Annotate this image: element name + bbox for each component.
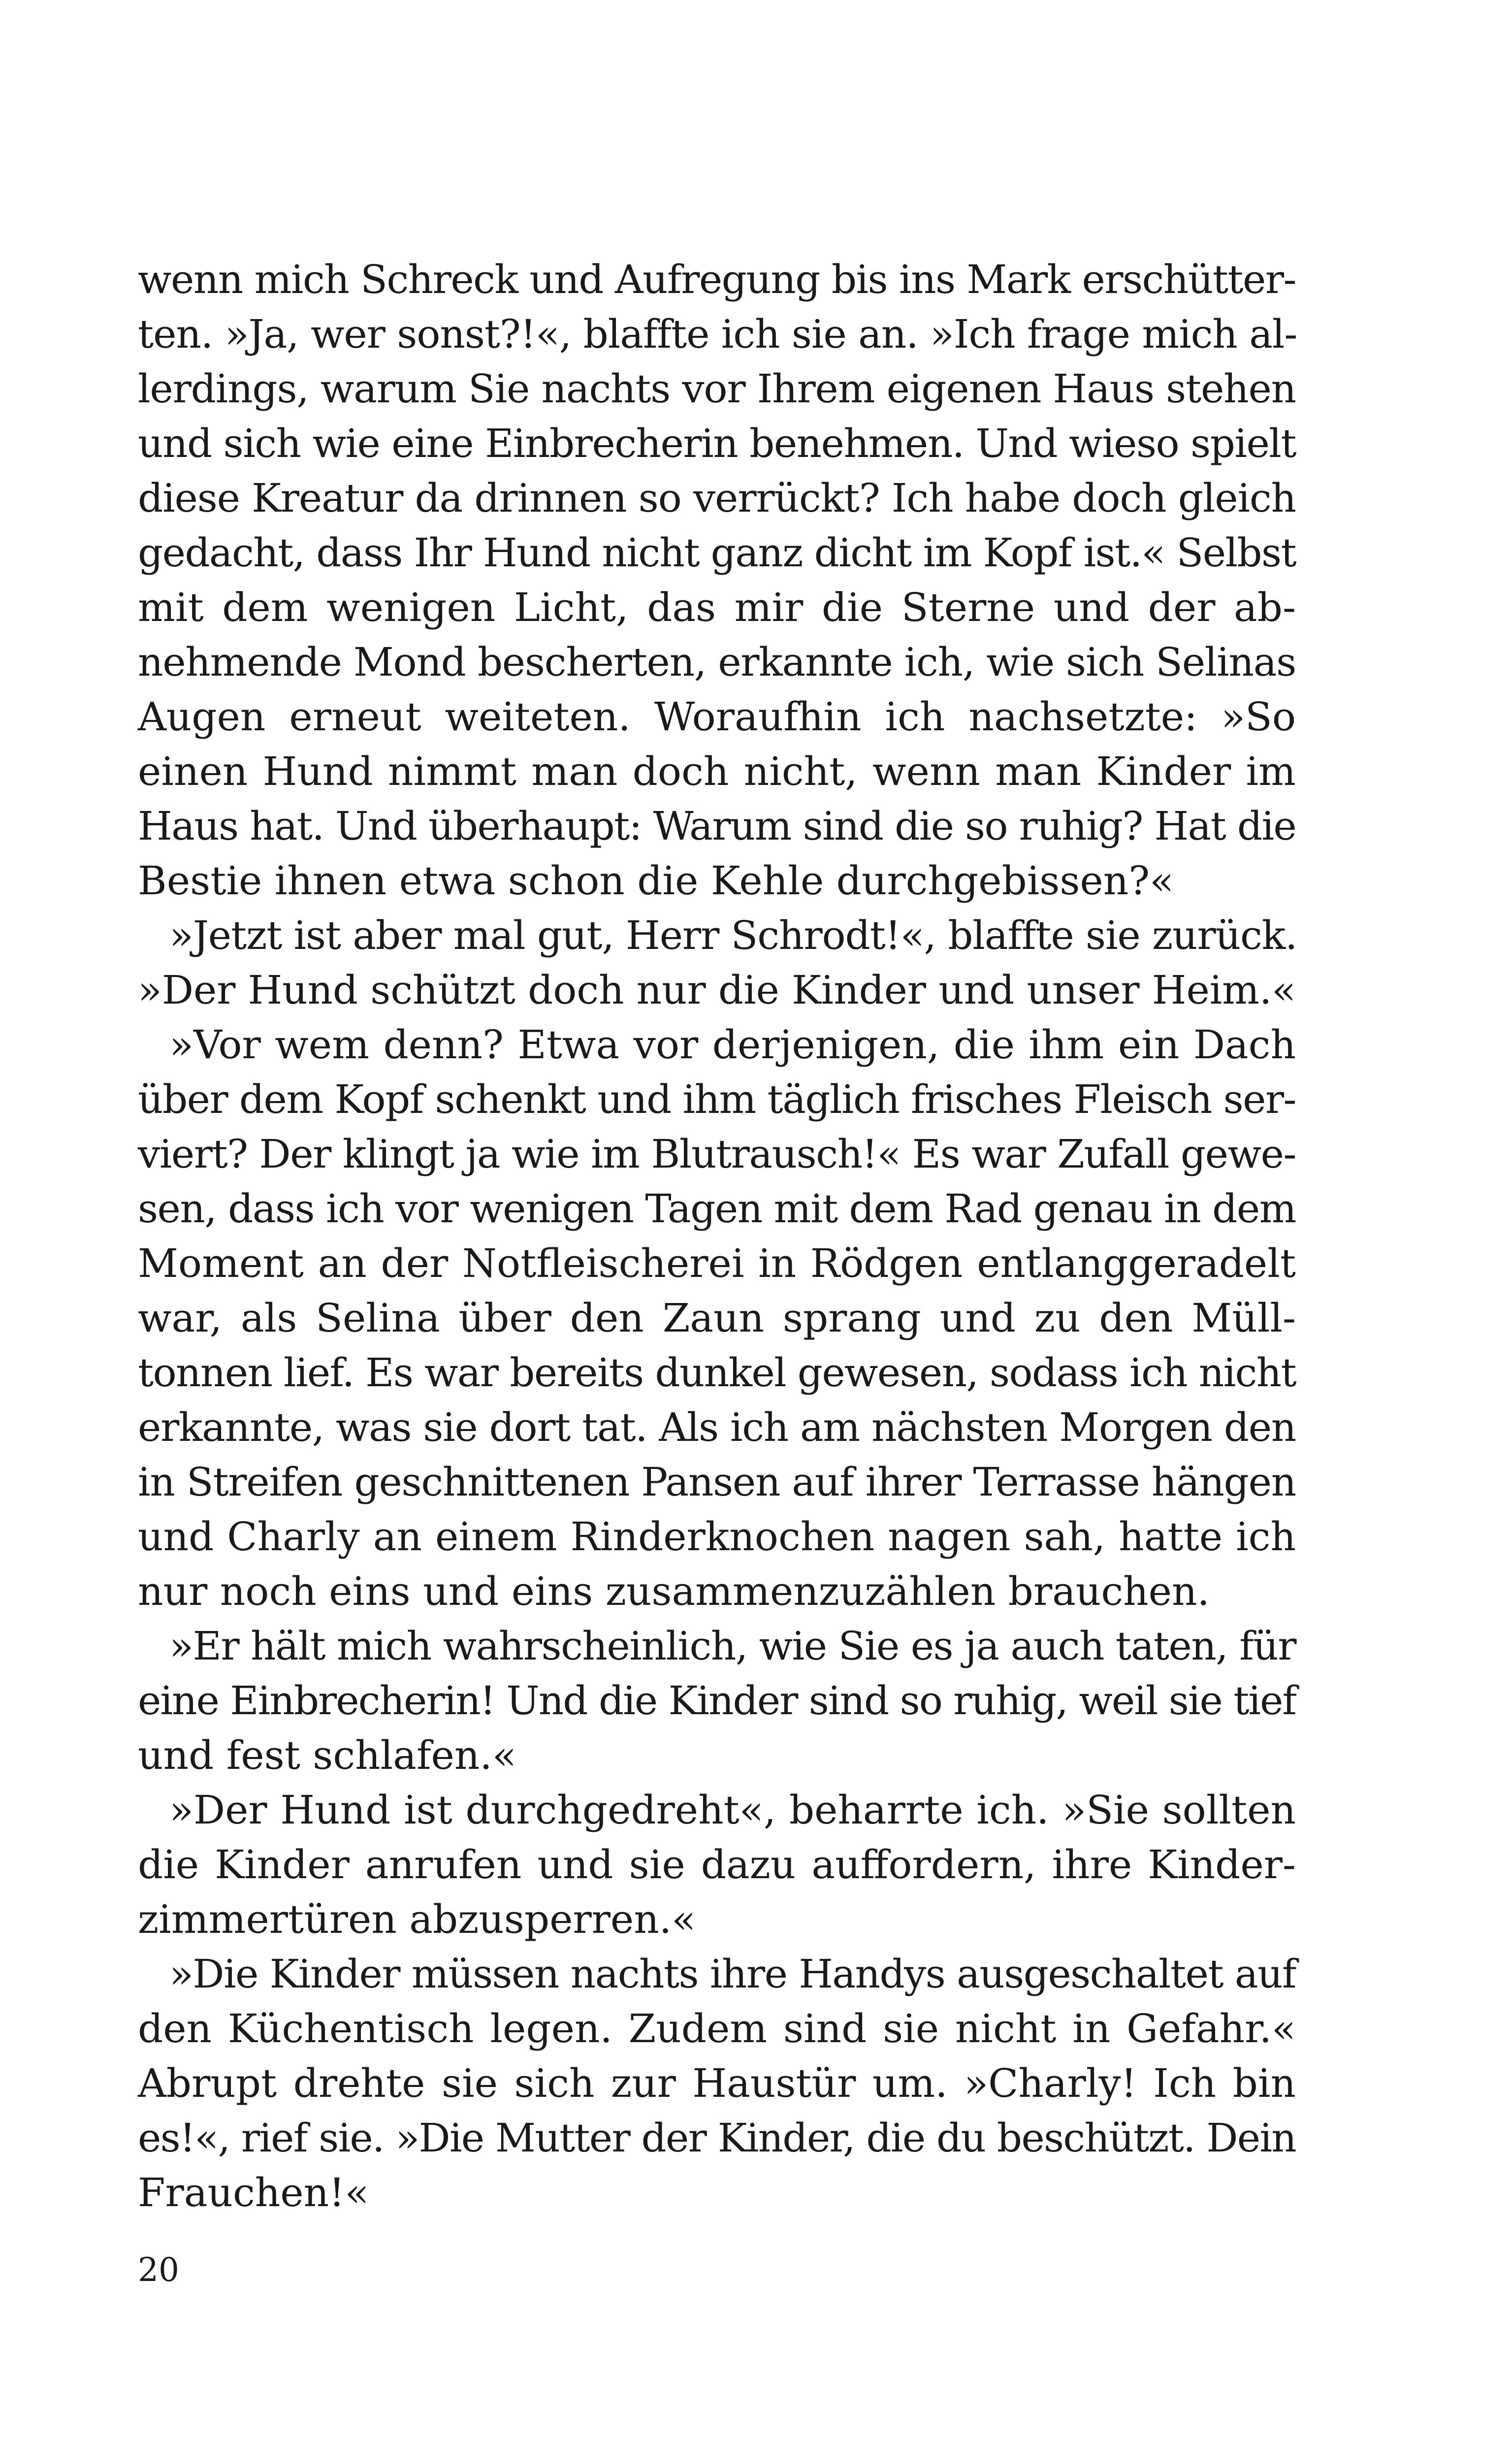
text-line: Augen erneut weiteten. Woraufhin ich nachsetzte: »So	[138, 694, 1296, 740]
text-line: gedacht, dass Ihr Hund nicht ganz dicht im Kopf ist.« Selbst	[138, 530, 1296, 576]
text-line: und sich wie eine Einbrecherin benehmen. Und wieso spielt	[138, 421, 1296, 466]
text-line: ten. »Ja, wer sonst?!«, blaffte ich sie an. »Ich frage mich al-	[138, 311, 1297, 357]
text-line: die Kinder anrufen und sie dazu auffordern, ihre Kinder-	[138, 1842, 1296, 1888]
text-line: Abrupt drehte sie sich zur Haustür um. »Charly! Ich bin	[138, 2060, 1296, 2106]
text-line: »Er hält mich wahrscheinlich, wie Sie es ja auch taten, für	[169, 1623, 1296, 1669]
text-line: nur noch eins und eins zusammenzuzählen brauchen.	[138, 1568, 1210, 1614]
text-line: tonnen lief. Es war bereits dunkel gewesen, sodass ich nicht	[138, 1350, 1296, 1396]
text-line: mit dem wenigen Licht, das mir die Sterne und der ab-	[138, 585, 1296, 630]
body-text	[138, 252, 1296, 2220]
text-line: erkannte, was sie dort tat. Als ich am nächsten Morgen den	[138, 1404, 1296, 1450]
text-line: »Vor wem denn? Etwa vor derjenigen, die ihm ein Dach	[169, 1022, 1296, 1068]
text-line: und Charly an einem Rinderknochen nagen sah, hatte ich	[138, 1514, 1296, 1560]
text-line: wenn mich Schreck und Aufregung bis ins Mark erschütter-	[138, 257, 1296, 302]
text-line: »Jetzt ist aber mal gut, Herr Schrodt!«, blaffte sie zurück.	[169, 912, 1297, 958]
text-line: in Streifen geschnittenen Pansen auf ihrer Terrasse hängen	[138, 1459, 1296, 1505]
text-line: lerdings, warum Sie nachts vor Ihrem eigenen Haus stehen	[138, 366, 1296, 412]
text-line: sen, dass ich vor wenigen Tagen mit dem Rad genau in dem	[138, 1186, 1296, 1232]
text-line: den Küchentisch legen. Zudem sind sie nicht in Gefahr.«	[138, 2006, 1296, 2052]
text-line: eine Einbrecherin! Und die Kinder sind so ruhig, weil sie tief	[138, 1678, 1296, 1724]
text-line: einen Hund nimmt man doch nicht, wenn man Kinder im	[138, 749, 1296, 794]
text-line: Haus hat. Und überhaupt: Warum sind die so ruhig? Hat die	[138, 803, 1296, 849]
text-line: »Der Hund ist durchgedreht«, beharrte ich. »Sie sollten	[169, 1787, 1296, 1833]
text-line: war, als Selina über den Zaun sprang und zu den Müll-	[138, 1295, 1296, 1341]
text-line: Frauchen!«	[138, 2170, 369, 2215]
text-line: viert? Der klingt ja wie im Blutrausch!« Es war Zufall gewe-	[138, 1131, 1296, 1177]
text-line: zimmertüren abzusperren.«	[138, 1896, 696, 1942]
text-line: es!«, rief sie. »Die Mutter der Kinder, die du beschützt. Dein	[138, 2115, 1296, 2161]
text-line: diese Kreatur da drinnen so verrückt? Ich habe doch gleich	[138, 475, 1296, 521]
text-line: »Der Hund schützt doch nur die Kinder und unser Heim.«	[138, 967, 1296, 1013]
text-line: über dem Kopf schenkt und ihm täglich frisches Fleisch ser-	[138, 1076, 1296, 1122]
text-line: Moment an der Notfleischerei in Rödgen entlanggeradelt	[138, 1240, 1296, 1286]
text-line: und fest schlafen.«	[138, 1732, 516, 1778]
text-line: nehmende Mond bescherten, erkannte ich, wie sich Selinas	[138, 639, 1296, 685]
text-line: Bestie ihnen etwa schon die Kehle durchgebissen?«	[138, 858, 1174, 904]
page-number: 20	[138, 2251, 179, 2289]
text-line: »Die Kinder müssen nachts ihre Handys ausgeschaltet auf	[169, 1951, 1296, 1997]
